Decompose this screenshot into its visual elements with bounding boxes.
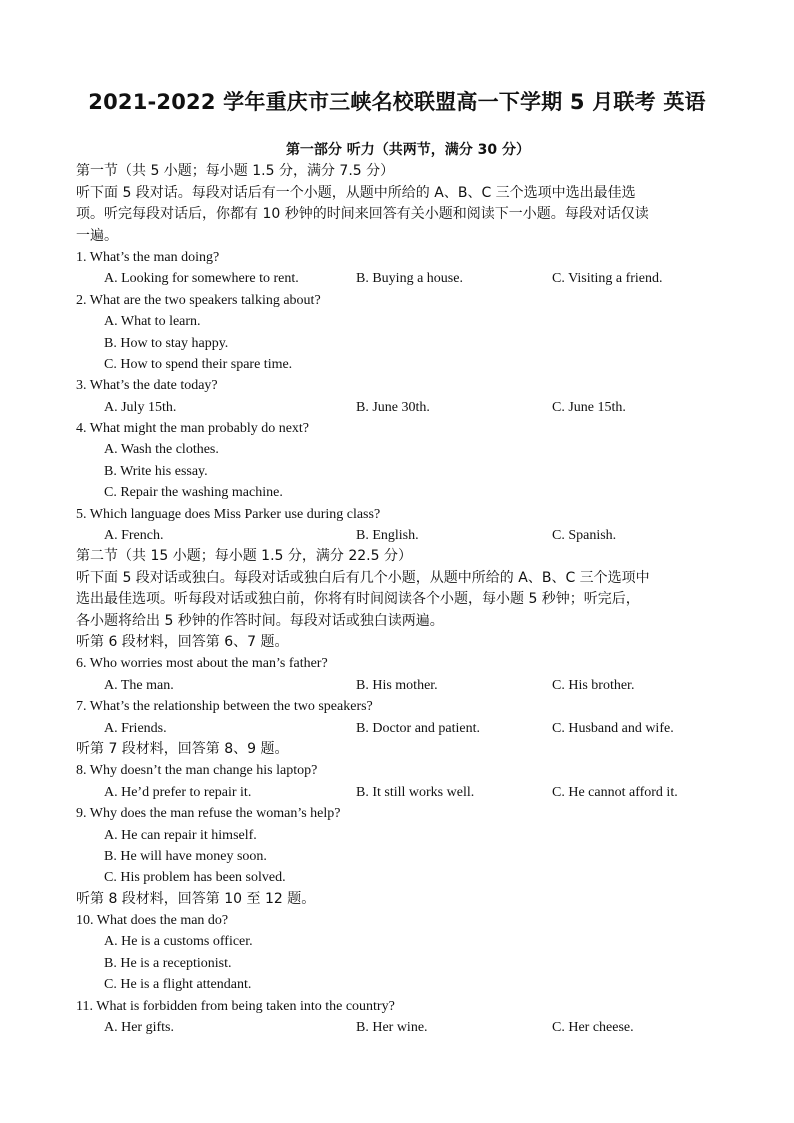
option-a: A. Her gifts. xyxy=(104,1020,174,1036)
section1-heading: 第一节（共 5 小题；每小题 1.5 分，满分 7.5 分） xyxy=(76,163,395,180)
question-1-stem: 1. What’s the man doing? xyxy=(76,249,220,265)
material-6-heading: 听第 6 段材料，回答第 6、7 题。 xyxy=(76,633,289,650)
option-b: B. Doctor and patient. xyxy=(356,720,481,736)
section1-instruction-line: 听下面 5 段对话。每段对话后有一个小题，从题中所给的 A、B、C 三个选项中选出最佳选 xyxy=(76,184,636,201)
option-b: B. Write his essay. xyxy=(104,463,208,479)
question-7-stem: 7. What’s the relationship between the two speakers? xyxy=(76,699,373,715)
option-b: B. How to stay happy. xyxy=(104,335,229,351)
question-5-options xyxy=(76,525,726,546)
question-8-stem: 8. Why doesn’t the man change his laptop? xyxy=(76,763,318,779)
question-1-options xyxy=(76,268,726,289)
question-9-stem: 9. Why does the man refuse the woman’s help? xyxy=(76,806,341,822)
option-b: B. June 30th. xyxy=(356,399,430,415)
option-c: C. His problem has been solved. xyxy=(104,870,286,886)
option-b: B. Buying a house. xyxy=(356,271,463,287)
option-b: B. English. xyxy=(356,528,419,544)
material-8-heading: 听第 8 段材料，回答第 10 至 12 题。 xyxy=(76,890,316,907)
question-5-stem: 5. Which language does Miss Parker use during class? xyxy=(76,506,381,522)
section2-instruction-line: 听下面 5 段对话或独白。每段对话或独白后有几个小题，从题中所给的 A、B、C 三个选项中 xyxy=(76,569,650,586)
option-a: A. He’d prefer to repair it. xyxy=(104,784,252,800)
option-b: B. His mother. xyxy=(356,677,438,693)
listening-part xyxy=(76,140,726,1038)
option-b: B. He is a receptionist. xyxy=(104,955,232,971)
option-a: A. What to learn. xyxy=(104,314,201,330)
section2-instruction-line: 各小题将给出 5 秒钟的作答时间。每段对话或独白读两遍。 xyxy=(76,612,444,629)
option-a: A. He is a customs officer. xyxy=(104,934,253,950)
option-c: C. He cannot afford it. xyxy=(552,784,678,800)
option-a: A. French. xyxy=(104,528,164,544)
document-title: 2021-2022 学年重庆市三峡名校联盟高一下学期 5 月联考 英语 xyxy=(88,90,706,114)
question-10-stem: 10. What does the man do? xyxy=(76,913,229,929)
section2-heading: 第二节（共 15 小题；每小题 1.5 分，满分 22.5 分） xyxy=(76,548,412,565)
question-8-options xyxy=(76,782,726,803)
option-c: C. He is a flight attendant. xyxy=(104,977,252,993)
question-4-stem: 4. What might the man probably do next? xyxy=(76,421,310,437)
question-6-options xyxy=(76,675,726,696)
section1-instruction-line: 一遍。 xyxy=(76,227,118,244)
question-7-options xyxy=(76,718,726,739)
material-7-heading: 听第 7 段材料，回答第 8、9 题。 xyxy=(76,740,289,757)
option-a: A. The man. xyxy=(104,677,174,693)
question-3-stem: 3. What’s the date today? xyxy=(76,378,218,394)
question-11-options xyxy=(76,1017,726,1038)
option-a: A. Wash the clothes. xyxy=(104,442,219,458)
option-c: C. Visiting a friend. xyxy=(552,271,663,287)
option-c: C. June 15th. xyxy=(552,399,626,415)
section1-instruction-line: 项。听完每段对话后，你都有 10 秒钟的时间来回答有关小题和阅读下一小题。每段对话仅读 xyxy=(76,206,649,223)
option-a: A. He can repair it himself. xyxy=(104,827,257,843)
question-3-options xyxy=(76,397,726,418)
option-a: A. Looking for somewhere to rent. xyxy=(104,271,299,287)
option-c: C. How to spend their spare time. xyxy=(104,356,293,372)
question-2-stem: 2. What are the two speakers talking about? xyxy=(76,292,321,308)
question-11-stem: 11. What is forbidden from being taken into the country? xyxy=(76,998,395,1014)
option-b: B. Her wine. xyxy=(356,1020,428,1036)
option-c: C. Her cheese. xyxy=(552,1020,634,1036)
option-a: A. July 15th. xyxy=(104,399,177,415)
option-c: C. Husband and wife. xyxy=(552,720,674,736)
option-c: C. His brother. xyxy=(552,677,635,693)
option-c: C. Repair the washing machine. xyxy=(104,485,283,501)
option-c: C. Spanish. xyxy=(552,528,617,544)
question-6-stem: 6. Who worries most about the man’s father? xyxy=(76,656,328,672)
option-b: B. He will have money soon. xyxy=(104,848,267,864)
part1-heading: 第一部分 听力（共两节，满分 30 分） xyxy=(285,142,531,158)
section2-instruction-line: 选出最佳选项。听每段对话或独白前，你将有时间阅读各个小题，每小题 5 秒钟；听完后， xyxy=(76,591,640,608)
option-a: A. Friends. xyxy=(104,720,167,736)
option-b: B. It still works well. xyxy=(356,784,475,800)
